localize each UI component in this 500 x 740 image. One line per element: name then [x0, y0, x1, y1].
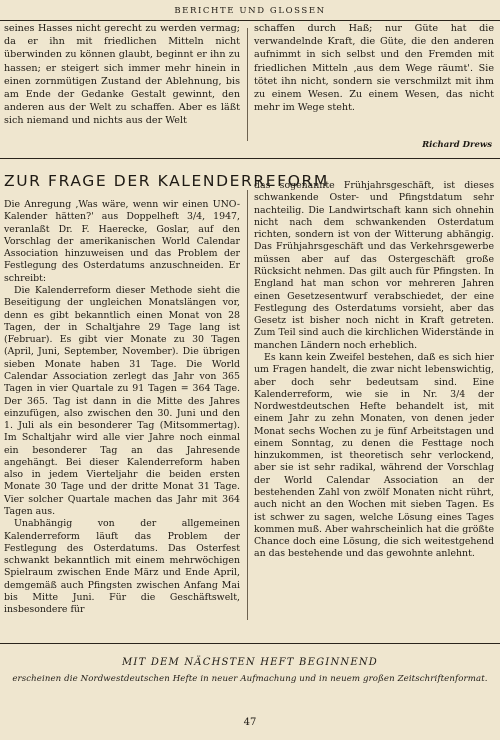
article-right-column	[254, 180, 494, 561]
running-header: BERICHTE UND GLOSSEN	[174, 6, 326, 16]
header-rule	[0, 20, 500, 21]
paragraph: schaffen durch Haß; nur Güte hat die verwandelnde Kraft, die Güte, die den anderen aufnimmt in sich selbst und den Fremden mit friedlichen Mitteln ‚aus dem Wege räumt'. Sie tötet ihn nicht, sondern sie verschmilzt mit ihm zu einem Wesen. Zu einem Wesen, das nicht mehr im Wege steht.	[254, 23, 494, 114]
announcement-rule	[0, 643, 500, 644]
column-divider	[247, 190, 248, 620]
section-rule	[0, 158, 500, 159]
previous-article-left-column	[4, 22, 240, 128]
article-title: ZUR FRAGE DER KALENDERREFORM	[4, 172, 329, 190]
paragraph: Die Kalenderreform dieser Methode sieht die Beseitigung der ungleichen Monatslängen vor, denn es gibt bekanntlich einen Monat von 28 Tagen, der in Schaltjahre 29 Tage lang ist (Februar). Es gibt vier Monate zu 30 Tagen (April, Juni, September, November). Die übrigen sieben Monate haben 31 Tage. Die World Calendar Association zerlegt das Jahr von 365 Tagen in vier Quartale zu 91 Tagen = 364 Tage. Der 365. Tag ist dann in die Mitte des Jahres einzufügen, also zwischen den 30. Juni und den 1. Juli als ein besonderer Tag (Mitsommertag). Im Schaltjahr wird alle vier Jahre noch einmal ein besonderer Tag an das Jahresende angehängt. Bei dieser Kalenderreform haben also in jedem Vierteljahr die beiden ersten Monate 30 Tage und der dritte Monat 31 Tage. Vier solcher Quartale machen das Jahr mit 364 Tagen aus.	[4, 284, 240, 518]
announcement-body: erscheinen die Nordwestdeutschen Hefte in neuer Aufmachung und in neuem großen Zeitschriftenformat.	[12, 674, 488, 684]
announcement-headline: MIT DEM NÄCHSTEN HEFT BEGINNEND	[121, 657, 379, 668]
previous-article-right-column	[254, 22, 494, 114]
author-signature: Richard Drews	[422, 140, 492, 150]
article-left-column	[4, 199, 240, 617]
paragraph: seines Hasses nicht gerecht zu werden vermag; da er ihn mit friedlichen Mitteln nicht überwinden zu können glaubt, beginnt er ihn zu hassen; er steigert sich immer mehr hinein in einen zornmütigen Zustand der Ablehnung, bis am Ende der Gedanke Gestalt gewinnt, den anderen aus der Welt zu schaffen. Aber es läßt sich niemand und nichts aus der Welt	[4, 23, 240, 127]
page-number: 47	[243, 717, 257, 728]
paragraph: Die Anregung ‚Was wäre, wenn wir einen UNO-Kalender hätten?' aus Doppelheft 3/4, 1947, veranlaßt Dr. F. Haerecke, Goslar, auf den Vorschlag der amerikanischen World Calendar Association hinzuweisen und das Problem der Festlegung des Osterdatums anzuschneiden. Er schreibt:	[4, 199, 240, 284]
column-divider	[247, 28, 248, 141]
paragraph: Unabhängig von der allgemeinen Kalenderreform läuft das Problem der Festlegung des Osterdatums. Das Osterfest schwankt bekanntlich mit einem mehrwöchigen Spielraum zwischen Ende März und Ende April, demgemäß auch Pfingsten zwischen Anfang Mai bis Mitte Juni. Für die Geschäftswelt, insbesondere für	[4, 518, 240, 616]
paragraph: Es kann kein Zweifel bestehen, daß es sich hier um Fragen handelt, die zwar nicht lebenswichtig, aber doch sehr bedeutsam sind. Eine Kalenderreform, wie sie in Nr. 3/4 der Nordwestdeutschen Hefte behandelt ist, mit einem Jahr zu zehn Monaten, von denen jeder Monat sechs Wochen zu je fünf Arbeitstagen und einem Sonntag, zu denen die Festtage noch hinzukommen, ist theoretisch sehr verlockend, aber sie ist sehr radikal, während der Vorschlag der World Calendar Association an der bestehenden Zahl von zwölf Monaten nicht rührt, auch nicht an den Wochen mit sieben Tagen. Es ist schwer zu sagen, welche Lösung eines Tages kommen muß. Aber wahrscheinlich hat die größte Chance doch eine Lösung, die sich weitestgehend an das bestehende und das gewohnte anlehnt.	[254, 351, 494, 560]
paragraph: das sogenannte Frühjahrsgeschäft, ist dieses schwankende Oster- und Pfingstdatum sehr nachteilig. Die Landwirtschaft kann sich ohnehin nicht nach dem schwankenden Osterdatum richten, sondern ist von der Witterung abhängig. Das Frühjahrsgeschäft und das Verkehrsgewerbe müssen aber auf das Ostergeschäft große Rücksicht nehmen. Das gilt auch für Pfingsten. In England hat man schon vor mehreren Jahren einen Gesetzesentwurf verabschiedet, der eine Festlegung des Osterdatums vorsieht, aber das Gesetz ist bisher noch nicht in Kraft getreten. Zum Teil sind auch die kirchlichen Widerstände in manchen Ländern noch erheblich.	[254, 180, 494, 351]
